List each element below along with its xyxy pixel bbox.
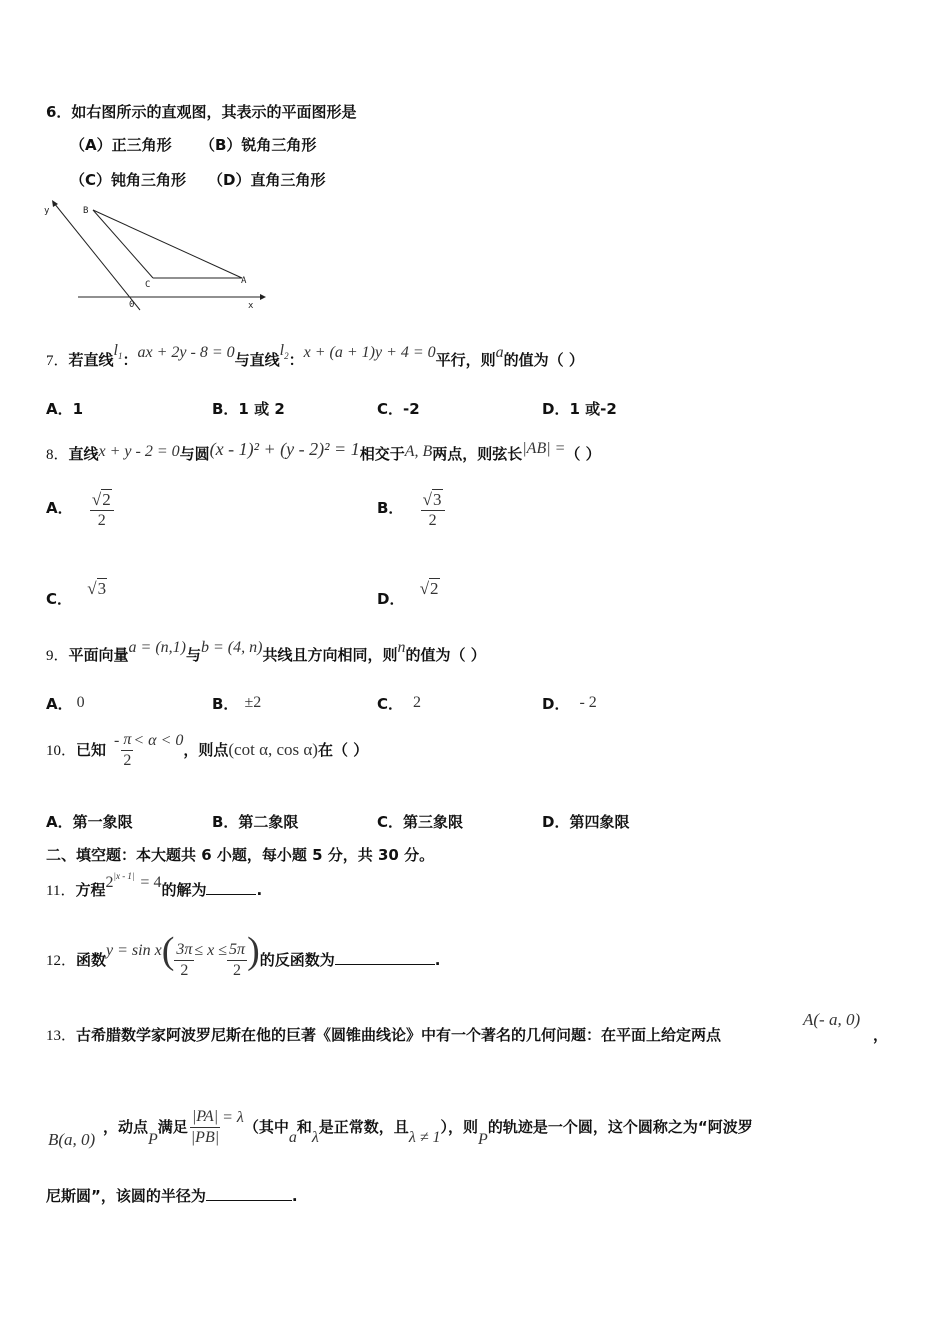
q8-number: 8． [46, 447, 69, 463]
q13-p: P [148, 1131, 158, 1148]
q6-option-c: （C）钝角三角形 [70, 171, 187, 189]
q7-var: a [495, 344, 504, 361]
q13-text: 的轨迹是一个圆，这个圆称之为“阿波罗 [487, 1118, 753, 1136]
q13-text: 和 [296, 1118, 312, 1136]
q8-b-label: B． [377, 499, 404, 517]
q9-text: 共线且方向相同，则 [262, 646, 398, 664]
q6-option-d: （D）直角三角形 [208, 171, 326, 189]
q8-a-value: $\frac{√2}{2}$ [90, 490, 114, 531]
q7-eq1: ax + 2y - 8 = 0 [137, 344, 235, 361]
q8-text: 直线 [68, 445, 99, 463]
q7-l1: $l_1$ [113, 342, 123, 362]
q13-period: . [291, 1187, 298, 1205]
q10-option-a: A．第一象限 [46, 813, 133, 831]
q6-stem: 6．如右图所示的直观图，其表示的平面图形是 [46, 103, 357, 121]
y-axis [54, 203, 140, 310]
q9-d-value: - 2 [579, 694, 597, 711]
q8-option-b [377, 490, 445, 531]
q9-c-value: 2 [413, 694, 422, 711]
q12-period: . [434, 951, 441, 969]
q10-text: 已知 [76, 741, 107, 759]
q7-stem [46, 342, 584, 376]
q12-number: 12． [46, 953, 77, 969]
q13-comma: ， [873, 1026, 889, 1044]
q10-inequality: < α < 0 [133, 732, 184, 749]
segment-ba [93, 210, 242, 278]
q9-text: 与 [185, 646, 201, 664]
q11-text: 的解为 [161, 881, 207, 899]
q8-chord: |AB| = [522, 440, 566, 457]
q7-option-d: D．1 或-2 [542, 400, 617, 418]
q7-eq2: x + (a + 1)y + 4 = 0 [303, 344, 436, 361]
q12-stem: 12．函数y = sin x( $\frac{3\pi}{2}$ ≤ x ≤ $\frac{5\pi}{2}$ )的反函数为 . [46, 930, 441, 979]
q13-point-a: A(- a, 0) [803, 1010, 861, 1029]
q7-text: 若直线 [68, 351, 114, 369]
q7-text: 平行，则 [435, 351, 496, 369]
q13-p2: P [478, 1131, 488, 1148]
q10-fraction: $\frac{\pi}{2}$ [123, 731, 132, 769]
q9-vector-a: a = (n,1) [128, 639, 186, 656]
q13-text: 满足 [157, 1118, 188, 1136]
q12-text: 函数 [76, 951, 107, 969]
q8-text: 两点，则弦长 [432, 445, 523, 463]
q8-b-value: $\frac{√3}{2}$ [421, 490, 445, 531]
q11-stem [46, 871, 263, 902]
label-c: C [145, 280, 151, 290]
q13-text: （其中 [243, 1118, 289, 1136]
q6-option-b: （B）锐角三角形 [200, 136, 317, 154]
q8-stem [46, 439, 601, 465]
q9-stem [46, 639, 486, 666]
q8-option-c [46, 578, 107, 608]
section-title: 二、填空题：本大题共 6 小题，每小题 5 分，共 30 分。 [46, 846, 435, 864]
q13-text: ，动点 [103, 1118, 149, 1136]
q13-point-b: B(a, 0) [48, 1130, 96, 1149]
q10-option-b: B．第二象限 [212, 813, 299, 831]
q6-option-a: （A）正三角形 [70, 136, 172, 154]
q13-text: 古希腊数学家阿波罗尼斯在他的巨著《圆锥曲线论》中有一个著名的几何问题：在平面上给定两点 [76, 1026, 722, 1044]
q8-c-label: C． [46, 590, 73, 608]
q10-option-c: C．第三象限 [377, 813, 464, 831]
q8-option-a [46, 490, 114, 531]
q9-option-b [212, 693, 261, 714]
q11-eq: = 4 [140, 874, 162, 891]
q13-line2 [103, 1097, 753, 1158]
q12-left-bound: $\frac{3\pi}{2}$ [176, 941, 193, 979]
q8-line-eq: x + y - 2 = 0 [98, 443, 180, 460]
q7-colon: ： [122, 351, 138, 369]
q13-ratio: $\frac{|PA|}{|PB|}$ [190, 1108, 220, 1146]
q13-a: a [288, 1129, 297, 1146]
q9-vector-b: b = (4, n) [201, 639, 263, 656]
q13-condition: λ ≠ 1 [408, 1129, 441, 1146]
y-axis-arrow [52, 200, 58, 207]
label-x: x [248, 301, 254, 311]
q8-c-value: √3 [87, 579, 107, 598]
q11-base: 2 [105, 874, 114, 891]
q7-text: 的值为（ ） [503, 351, 584, 369]
q9-text: 平面向量 [68, 646, 129, 664]
q7-number: 7． [46, 353, 69, 369]
q8-a-label: A． [46, 499, 73, 517]
q10-point: (cot α, cos α) [228, 740, 318, 759]
q9-b-value: ±2 [244, 694, 262, 711]
q13-line3 [46, 1186, 298, 1206]
q10-text: ，则点 [183, 741, 229, 759]
q9-c-label: C． [377, 695, 404, 713]
q11-exponent: |x - 1| [113, 871, 135, 881]
q7-colon: ： [288, 351, 304, 369]
q11-period: . [256, 881, 263, 899]
q9-option-d [542, 693, 597, 714]
q12-answer-blank[interactable] [335, 950, 435, 965]
q12-right-bound: $\frac{5\pi}{2}$ [229, 941, 246, 979]
label-origin: 0 [129, 300, 135, 310]
q13-text: 是正常数，且 [318, 1118, 409, 1136]
x-axis-arrow [260, 294, 266, 300]
q11-number: 11． [46, 883, 76, 899]
label-a: A [241, 276, 247, 286]
q7-l2: $l_2$ [279, 342, 289, 362]
q8-d-label: D． [377, 590, 405, 608]
q8-text: 与圆 [179, 445, 210, 463]
q13-lambda: λ [311, 1129, 319, 1146]
q13-text: 尼斯圆”，该圆的半径为 [46, 1187, 206, 1205]
q8-points: A, B [404, 443, 433, 460]
q9-var: n [397, 639, 406, 656]
q10-stem [46, 728, 368, 773]
q9-option-a [46, 693, 85, 714]
q7-text: 与直线 [234, 351, 280, 369]
q13-eq: = λ [222, 1109, 244, 1126]
q13-answer-blank[interactable] [206, 1186, 292, 1201]
q9-a-value: 0 [76, 694, 85, 711]
q13-text: ），则 [440, 1118, 479, 1136]
q11-answer-blank[interactable] [206, 880, 256, 895]
q7-option-b: B．1 或 2 [212, 400, 285, 418]
q13-number: 13． [46, 1028, 77, 1044]
segment-bc [93, 210, 153, 278]
q10-minus: - [114, 732, 120, 749]
q8-d-value: √2 [419, 579, 439, 598]
q12-range: ≤ x ≤ [194, 942, 228, 959]
q9-d-label: D． [542, 695, 570, 713]
q8-circle-eq: (x - 1)² + (y - 2)² = 1 [209, 439, 360, 459]
q9-option-c [377, 693, 421, 714]
q10-text: 在（ ） [317, 741, 369, 759]
label-y: y [44, 206, 50, 216]
q9-number: 9． [46, 648, 69, 664]
q9-a-label: A． [46, 695, 73, 713]
q11-text: 方程 [75, 881, 106, 899]
q10-number: 10． [46, 743, 77, 759]
q8-text: 相交于 [359, 445, 405, 463]
q13-line1 [46, 1025, 721, 1046]
q10-option-d: D．第四象限 [542, 813, 630, 831]
q8-option-d [377, 578, 440, 608]
label-b: B [83, 206, 89, 216]
q9-b-label: B． [212, 695, 239, 713]
q9-text: 的值为（ ） [405, 646, 486, 664]
q12-text: 的反函数为 [259, 951, 335, 969]
q6-figure [40, 198, 270, 313]
q7-option-c: C．-2 [377, 400, 420, 418]
q8-text: （ ） [565, 445, 601, 463]
q12-function: y = sin x [106, 942, 162, 959]
q7-option-a: A．1 [46, 400, 84, 418]
